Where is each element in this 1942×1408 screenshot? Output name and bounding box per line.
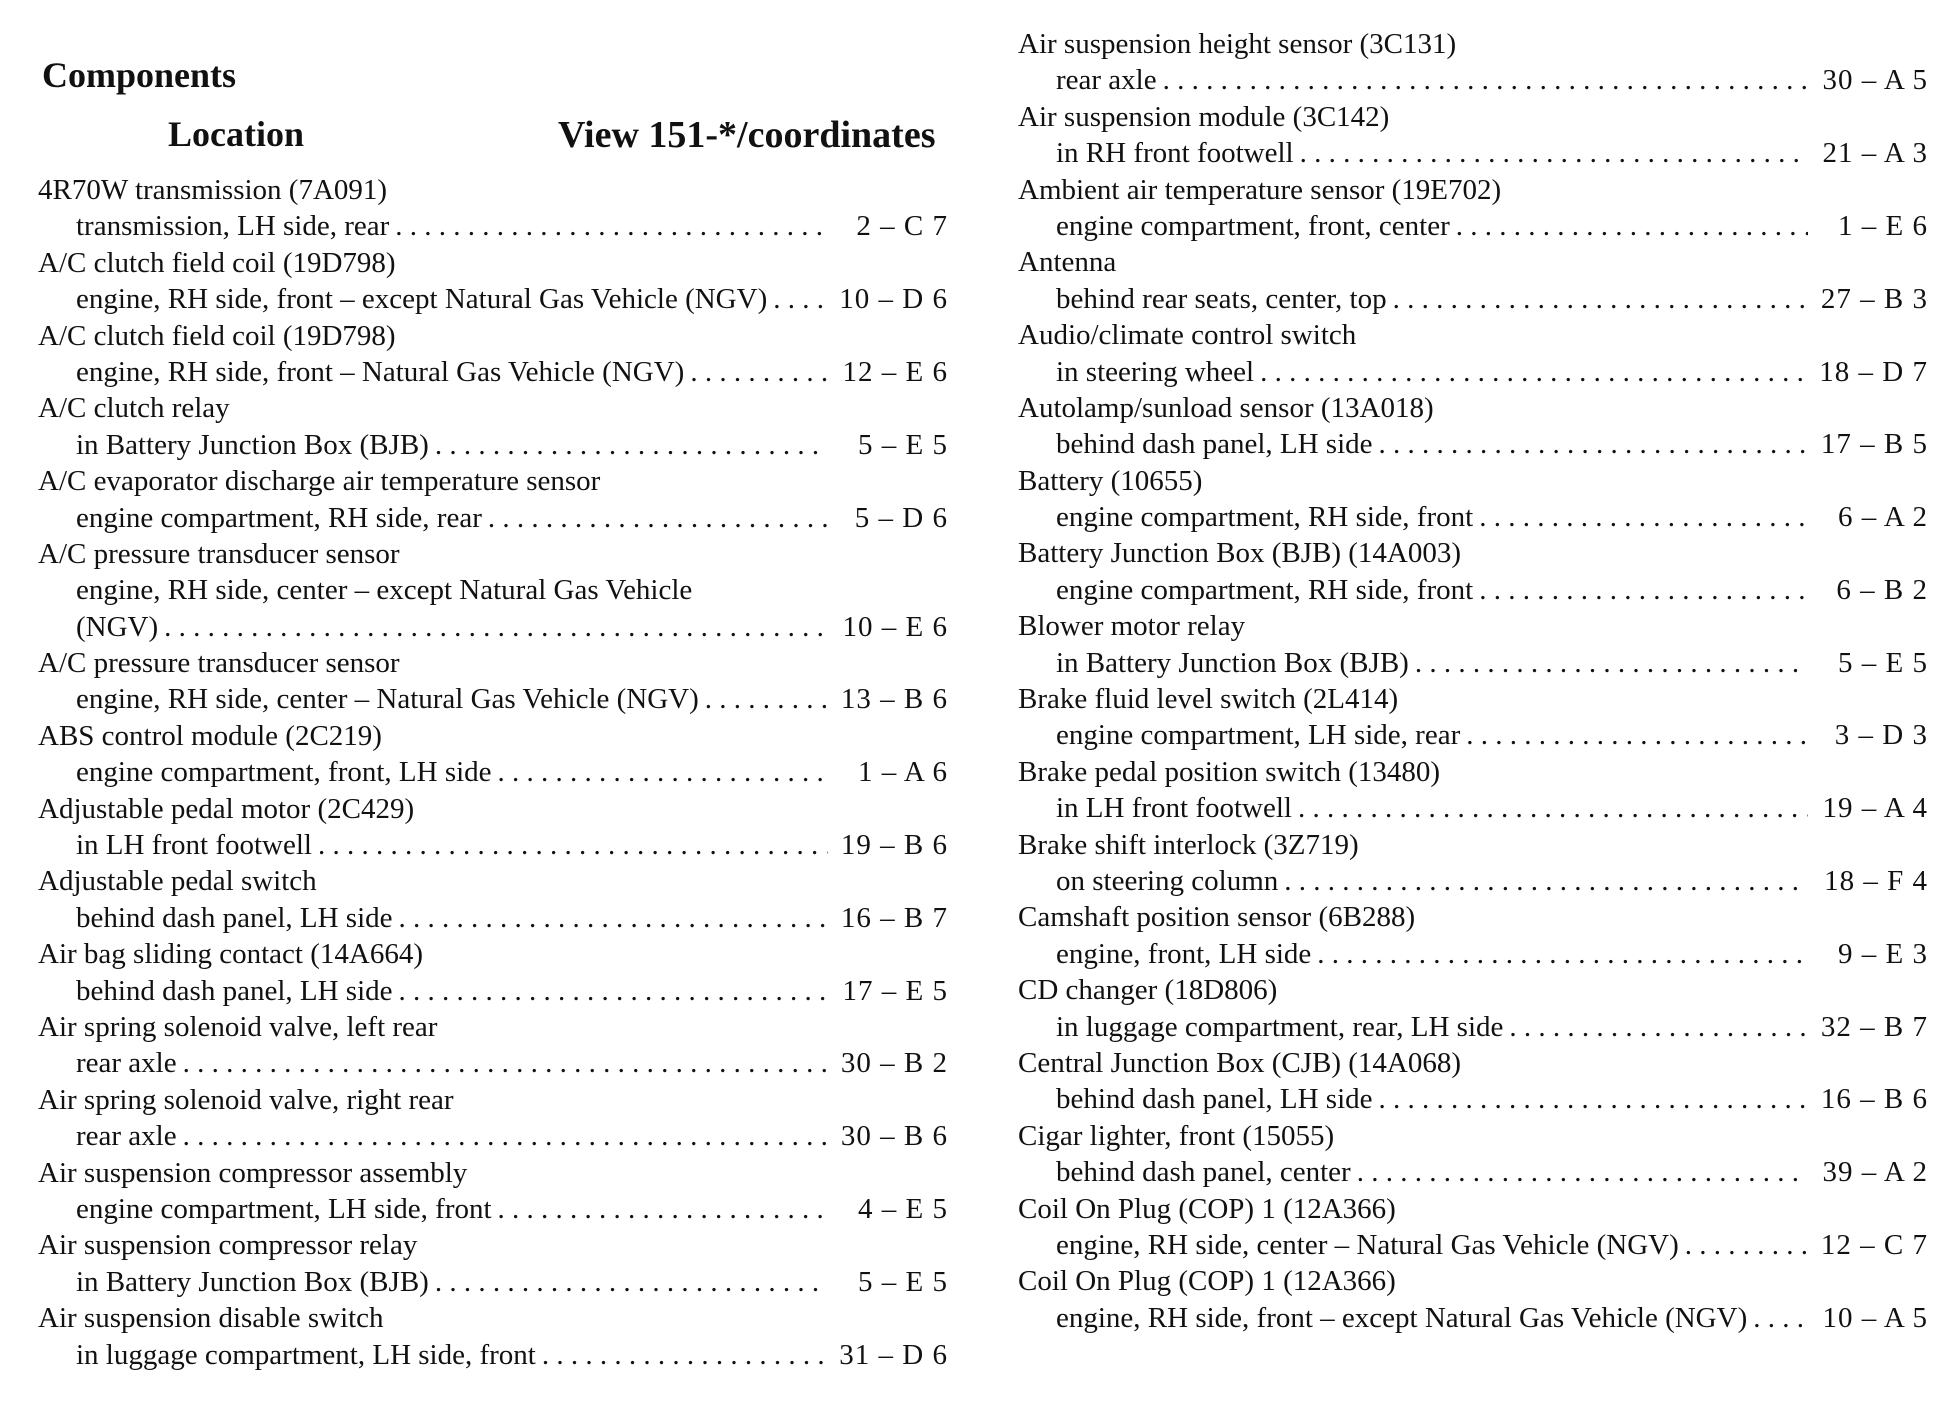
component-name: CD changer (18D806): [1018, 974, 1278, 1007]
view-coordinate: 19 – A 4: [1822, 792, 1928, 825]
view-coordinate: 16 – B 7: [840, 901, 948, 934]
component-entry: [1018, 899, 1928, 972]
component-location: in Battery Junction Box (BJB): [76, 1265, 429, 1298]
dot-leader: [1479, 499, 1808, 535]
component-name: Camshaft position sensor (6B288): [1018, 901, 1416, 934]
view-coordinate: 19 – B 6: [840, 829, 948, 862]
component-location: transmission, LH side, rear: [76, 210, 390, 243]
component-entry: [38, 1227, 948, 1300]
component-name: Ambient air temperature sensor (19E702): [1018, 173, 1502, 206]
component-entry: [1018, 608, 1928, 681]
component-location-row: [1018, 1227, 1928, 1263]
page-title: Components: [42, 55, 237, 95]
dot-leader: [183, 1118, 828, 1154]
component-name: Battery (10655): [1018, 464, 1203, 497]
view-coordinate: 18 – D 7: [1819, 355, 1928, 388]
component-location-row: [1018, 717, 1928, 753]
component-location: engine, RH side, front – except Natural Gas Vehicle (NGV): [1056, 1301, 1748, 1334]
column-heading-location: Location: [168, 114, 305, 154]
component-location: in luggage compartment, LH side, front: [76, 1338, 536, 1371]
view-coordinate: 39 – A 2: [1822, 1156, 1928, 1189]
dot-leader: [183, 1045, 828, 1081]
view-coordinate: 10 – D 6: [839, 283, 948, 316]
component-entry: [1018, 754, 1928, 827]
view-coordinate: 30 – A 5: [1822, 64, 1928, 97]
dot-leader: [399, 973, 828, 1009]
component-location-row: [1018, 62, 1928, 98]
component-location: engine, RH side, center – Natural Gas Vehicle (NGV): [76, 683, 699, 716]
dot-leader: [488, 500, 828, 536]
component-entry: [1018, 26, 1928, 99]
component-entry: [1018, 1118, 1928, 1191]
component-location: engine compartment, front, LH side: [76, 756, 492, 789]
component-location: behind dash panel, center: [1056, 1156, 1351, 1189]
component-name: A/C clutch relay: [38, 392, 230, 425]
component-location-row: [1018, 645, 1928, 681]
component-location-row: [1018, 281, 1928, 317]
component-location: engine, front, LH side: [1056, 937, 1312, 970]
component-location: engine compartment, LH side, rear: [1056, 719, 1461, 752]
view-coordinate: 5 – E 5: [1838, 646, 1928, 679]
component-name: Coil On Plug (COP) 1 (12A366): [1018, 1192, 1396, 1225]
component-name: Brake shift interlock (3Z719): [1018, 828, 1359, 861]
component-location: engine compartment, LH side, front: [76, 1192, 492, 1225]
component-name: Battery Junction Box (BJB) (14A003): [1018, 537, 1462, 570]
dot-leader: [395, 208, 828, 244]
dot-leader: [1393, 281, 1808, 317]
component-location: behind dash panel, LH side: [76, 901, 393, 934]
component-location-row: [38, 1045, 948, 1081]
component-name: Air suspension compressor relay: [38, 1229, 418, 1262]
view-coordinate: 31 – D 6: [839, 1338, 948, 1371]
view-coordinate: 10 – A 5: [1822, 1301, 1928, 1334]
dot-leader: [1298, 790, 1808, 826]
view-coordinate: 6 – A 2: [1838, 501, 1928, 534]
component-location-row: [38, 973, 948, 1009]
view-coordinate: 1 – A 6: [858, 756, 948, 789]
component-name: 4R70W transmission (7A091): [38, 174, 388, 206]
component-location-row: [38, 1118, 948, 1154]
view-coordinate: 4 – E 5: [858, 1192, 948, 1225]
view-coordinate: 9 – E 3: [1838, 937, 1928, 970]
dot-leader: [690, 354, 828, 390]
component-location-row: [1018, 135, 1928, 171]
component-location-row: [1018, 1300, 1928, 1336]
component-entry: [1018, 972, 1928, 1045]
left-entry-list: [38, 172, 948, 1373]
component-name: Adjustable pedal motor (2C429): [38, 792, 415, 825]
dot-leader: [1163, 62, 1808, 98]
component-location-row: [38, 427, 948, 463]
component-entry: [1018, 681, 1928, 754]
component-entry: [1018, 244, 1928, 317]
component-location-row: [38, 1337, 948, 1373]
dot-leader: [1753, 1300, 1808, 1336]
component-location: in Battery Junction Box (BJB): [76, 428, 429, 461]
dot-leader: [1466, 717, 1808, 753]
component-name: Coil On Plug (COP) 1 (12A366): [1018, 1265, 1396, 1298]
component-location-row: [38, 208, 948, 244]
component-location-row: [38, 500, 948, 536]
component-name: Air suspension compressor assembly: [38, 1156, 468, 1189]
view-coordinate: 2 – C 7: [856, 210, 948, 243]
dot-leader: [399, 900, 828, 936]
component-name: A/C clutch field coil (19D798): [38, 319, 396, 352]
component-location-row: [1018, 354, 1928, 390]
component-name: Air bag sliding contact (14A664): [38, 938, 423, 971]
dot-leader: [1456, 208, 1808, 244]
component-location-row: [1018, 426, 1928, 462]
component-name: A/C pressure transducer sensor: [38, 537, 400, 570]
component-location-row: [1018, 1009, 1928, 1045]
component-entry: [38, 791, 948, 864]
dot-leader: [318, 827, 828, 863]
component-entry: [1018, 463, 1928, 536]
component-name: A/C evaporator discharge air temperature sensor: [38, 465, 601, 498]
view-coordinate: 5 – D 6: [854, 501, 948, 534]
component-name: Air suspension module (3C142): [1018, 100, 1390, 133]
component-location-row: [1018, 1154, 1928, 1190]
view-coordinate: 5 – E 5: [858, 1265, 948, 1298]
component-location: engine compartment, RH side, rear: [76, 501, 482, 534]
component-location-row: [38, 1191, 948, 1227]
component-entry: [38, 718, 948, 791]
component-name: Cigar lighter, front (15055): [1018, 1119, 1335, 1152]
dot-leader: [1317, 936, 1808, 972]
component-location-row: [38, 681, 948, 717]
component-location: (NGV): [76, 610, 159, 643]
component-location-row: [1018, 208, 1928, 244]
component-entry: [1018, 172, 1928, 245]
dot-leader: [435, 427, 828, 463]
component-name: A/C clutch field coil (19D798): [38, 246, 396, 279]
component-location-row: [38, 572, 948, 608]
view-coordinate: 12 – C 7: [1820, 1228, 1928, 1261]
dot-leader: [435, 1264, 828, 1300]
component-location-row: [38, 827, 948, 863]
component-entry: [38, 936, 948, 1009]
component-entry: [38, 390, 948, 463]
component-location-row: [38, 281, 948, 317]
dot-leader: [498, 1191, 828, 1227]
component-name: Adjustable pedal switch: [38, 865, 317, 898]
component-location: in steering wheel: [1056, 355, 1255, 388]
dot-leader: [1379, 1081, 1808, 1117]
component-entry: [1018, 99, 1928, 172]
component-entry: [1018, 1191, 1928, 1264]
component-location-row: [1018, 572, 1928, 608]
component-location: on steering column: [1056, 864, 1279, 897]
component-name: Air suspension height sensor (3C131): [1018, 28, 1457, 60]
view-coordinate: 12 – E 6: [842, 355, 948, 388]
component-name: Antenna: [1018, 246, 1117, 279]
component-entry: [38, 463, 948, 536]
dot-leader: [705, 681, 828, 717]
component-name: Autolamp/sunload sensor (13A018): [1018, 391, 1434, 424]
component-name: ABS control module (2C219): [38, 719, 382, 752]
dot-leader: [542, 1337, 828, 1373]
column-heading-view-coordinates: View 151-*/coordinates: [558, 114, 936, 156]
view-coordinate: 5 – E 5: [858, 428, 948, 461]
component-location: engine, RH side, center – Natural Gas Vehicle (NGV): [1056, 1228, 1679, 1261]
component-location: rear axle: [76, 1047, 177, 1080]
dot-leader: [773, 281, 828, 317]
component-location: engine compartment, RH side, front: [1056, 573, 1474, 606]
component-name: Brake pedal position switch (13480): [1018, 755, 1441, 788]
component-entry: [38, 645, 948, 718]
component-location-row: [38, 900, 948, 936]
dot-leader: [1479, 572, 1808, 608]
view-coordinate: 1 – E 6: [1838, 209, 1928, 242]
view-coordinate: 30 – B 6: [840, 1120, 948, 1153]
view-coordinate: 32 – B 7: [1820, 1010, 1928, 1043]
view-coordinate: 13 – B 6: [840, 683, 948, 716]
component-entry: [38, 318, 948, 391]
component-location: in LH front footwell: [1056, 792, 1292, 825]
component-entry: [38, 1300, 948, 1373]
component-location: engine, RH side, front – except Natural Gas Vehicle (NGV): [76, 283, 768, 316]
component-location: rear axle: [1056, 64, 1157, 97]
component-location-row: [1018, 790, 1928, 826]
view-coordinate: 27 – B 3: [1820, 282, 1928, 315]
component-location: engine compartment, RH side, front: [1056, 501, 1474, 534]
component-name: A/C pressure transducer sensor: [38, 647, 400, 680]
component-location-row: [38, 354, 948, 390]
dot-leader: [1260, 354, 1808, 390]
component-location: rear axle: [76, 1120, 177, 1153]
view-coordinate: 16 – B 6: [1820, 1083, 1928, 1116]
dot-leader: [1357, 1154, 1808, 1190]
dot-leader: [1284, 863, 1808, 899]
component-entry: [38, 1155, 948, 1228]
dot-leader: [1509, 1009, 1808, 1045]
dot-leader: [1415, 645, 1808, 681]
component-location-row: [38, 1264, 948, 1300]
dot-leader: [1379, 426, 1808, 462]
view-coordinate: 17 – E 5: [842, 974, 948, 1007]
component-location: behind dash panel, LH side: [76, 974, 393, 1007]
component-location-row: [1018, 863, 1928, 899]
view-coordinate: 21 – A 3: [1822, 137, 1928, 170]
component-location: in LH front footwell: [76, 829, 312, 862]
component-name: Audio/climate control switch: [1018, 319, 1357, 352]
component-name: Air spring solenoid valve, right rear: [38, 1083, 454, 1116]
component-entry: [1018, 1045, 1928, 1118]
dot-leader: [1300, 135, 1808, 171]
component-name: Brake fluid level switch (2L414): [1018, 683, 1399, 716]
component-entry: [1018, 1263, 1928, 1336]
component-entry: [38, 172, 948, 245]
component-name: Air suspension disable switch: [38, 1302, 384, 1335]
component-location: behind dash panel, LH side: [1056, 428, 1373, 461]
view-coordinate: 17 – B 5: [1820, 428, 1928, 461]
view-coordinate: 10 – E 6: [842, 610, 948, 643]
component-entry: [38, 863, 948, 936]
component-location-row: [1018, 499, 1928, 535]
view-coordinate: 30 – B 2: [840, 1047, 948, 1080]
component-location: in luggage compartment, rear, LH side: [1056, 1010, 1504, 1043]
component-entry: [1018, 317, 1928, 390]
component-name: Air spring solenoid valve, left rear: [38, 1010, 438, 1043]
component-name: Central Junction Box (CJB) (14A068): [1018, 1046, 1462, 1079]
dot-leader: [164, 609, 828, 645]
component-location: in Battery Junction Box (BJB): [1056, 646, 1409, 679]
component-entry: [1018, 390, 1928, 463]
dot-leader: [1685, 1227, 1808, 1263]
component-location: engine, RH side, front – Natural Gas Vehicle (NGV): [76, 355, 685, 388]
component-entry: [1018, 535, 1928, 608]
component-entry: [1018, 827, 1928, 900]
component-location-row: [1018, 1081, 1928, 1117]
component-location: engine, RH side, center – except Natural Gas Vehicle: [76, 574, 693, 607]
view-coordinate: 18 – F 4: [1824, 864, 1928, 897]
component-name: Blower motor relay: [1018, 610, 1246, 643]
component-location: in RH front footwell: [1056, 137, 1294, 170]
dot-leader: [498, 754, 828, 790]
component-location-row: [38, 754, 948, 790]
view-coordinate: 6 – B 2: [1836, 573, 1928, 606]
component-location: engine compartment, front, center: [1056, 209, 1450, 242]
component-location: behind dash panel, LH side: [1056, 1083, 1373, 1116]
component-entry: [38, 1082, 948, 1155]
component-location-row: [1018, 936, 1928, 972]
component-location-row: [38, 609, 948, 645]
component-entry: [38, 1009, 948, 1082]
component-entry: [38, 245, 948, 318]
right-entry-list: [1018, 26, 1928, 1336]
component-entry: [38, 536, 948, 645]
component-location: behind rear seats, center, top: [1056, 282, 1387, 315]
view-coordinate: 3 – D 3: [1834, 719, 1928, 752]
